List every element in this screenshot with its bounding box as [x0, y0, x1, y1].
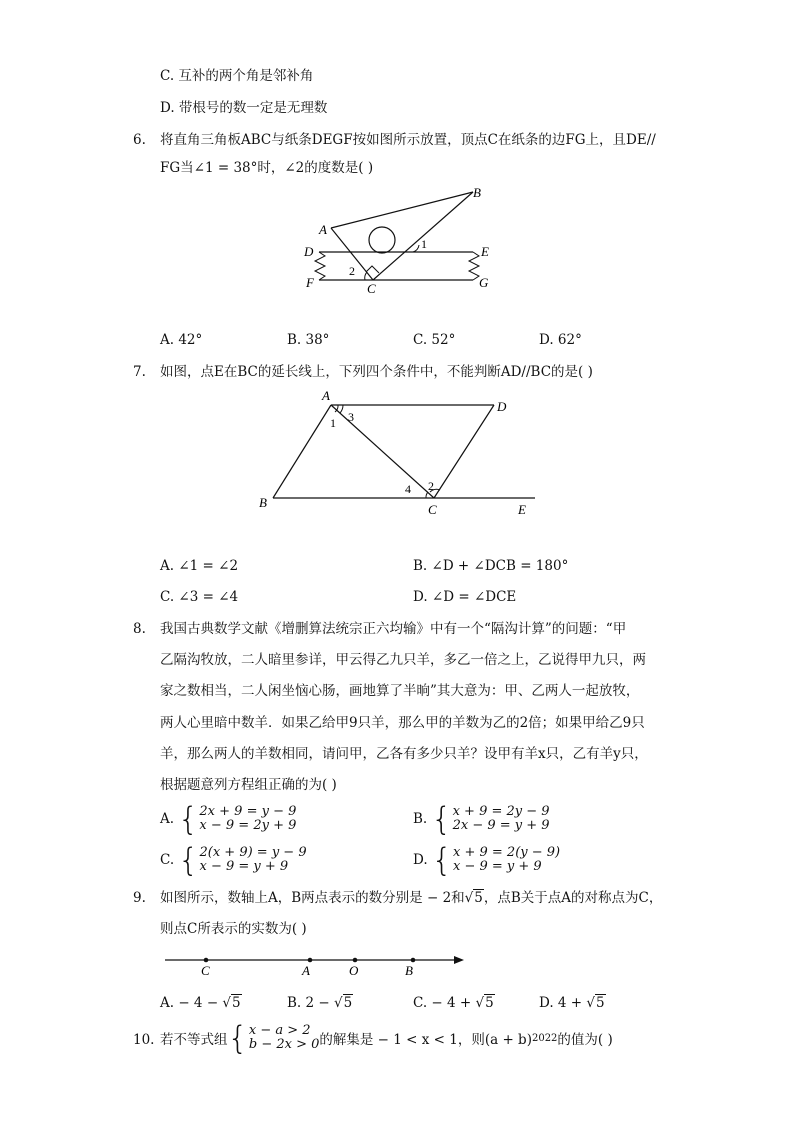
q8-text-line1: 我国古典数学文献《增删算法统宗正六均输》中有一个“隔沟计算”的问题：“甲 [160, 621, 627, 637]
q5-option-d: D. 带根号的数一定是无理数 [160, 100, 328, 116]
q8-option-a-letter: A. [160, 811, 175, 827]
q8-option-d-letter: D. [413, 852, 428, 868]
q9-number: 9. [133, 890, 146, 906]
q9-option-b-pre: B. 2 − [287, 995, 334, 1011]
q9-text-line1 [160, 889, 662, 907]
q8-option-b [413, 800, 550, 838]
q8-text-line3: 家之数相当，二人闲坐恼心肠，画地算了半晌”其大意为：甲、乙两人一起放牧， [160, 683, 640, 699]
q7-label-B: B [259, 495, 267, 510]
q8-number: 8. [133, 621, 146, 637]
q10-row1: x − a > 2 [248, 1023, 311, 1038]
q9-option-d-pre: D. 4 + [539, 995, 587, 1011]
q7-label-E: E [518, 502, 526, 517]
brace-icon: { [178, 841, 199, 879]
q7-label-angle3: 3 [348, 410, 354, 424]
sqrt5: √5 [334, 995, 353, 1011]
q6-label-F: F [306, 275, 314, 290]
q9-option-c-pre: C. − 4 + [413, 995, 476, 1011]
sqrt-radicand: 5 [596, 995, 605, 1011]
q8-text-line2: 乙隔沟牧放，二人暗里参详，甲云得乙九只羊，多乙一倍之上，乙说得甲九只，两 [160, 652, 646, 668]
q10-text-post1: 的解集是 − 1 < x < 1，则(a + b) [319, 1032, 532, 1048]
sqrt-radicand: 5 [232, 995, 241, 1011]
brace-icon: { [227, 1019, 248, 1057]
q8-option-a [160, 800, 297, 838]
q9-text-line1-b: ，点B关于点A的对称点为C， [483, 890, 663, 906]
q6-text-line2: FG当∠1 = 38°时，∠2的度数是( ) [160, 160, 374, 176]
q7-option-c: C. ∠3 = ∠4 [160, 589, 239, 605]
q7-text: 如图，点E在BC的延长线上，下列四个条件中，不能判断AD//BC的是( ) [160, 364, 593, 380]
q8-option-c [160, 841, 307, 879]
q6-label-G: G [479, 275, 489, 290]
q10-text-pre: 若不等式组 [160, 1032, 228, 1048]
q7-figure [250, 386, 550, 521]
q6-option-a: A. 42° [160, 332, 203, 348]
q9-option-d [539, 994, 606, 1012]
q6-text-line1: 将直角三角板ABC与纸条DEGF按如图所示放置，顶点C在纸条的边FG上，且DE// [160, 132, 656, 148]
q8-option-c-row2: x − 9 = y + 9 [199, 859, 289, 874]
q5-option-c: C. 互补的两个角是邻补角 [160, 68, 314, 84]
brace-icon: { [178, 800, 199, 838]
q10-text [160, 1019, 613, 1057]
q9-option-a [160, 994, 242, 1012]
q7-option-b: B. ∠D + ∠DCB = 180° [413, 558, 569, 574]
q7-label-angle2: 2 [428, 479, 434, 493]
q8-option-b-row1: x + 9 = 2y − 9 [452, 804, 550, 819]
q9-label-A: A [302, 963, 310, 978]
q7-label-angle4: 4 [405, 482, 411, 496]
q7-label-D: D [497, 399, 507, 414]
q8-text-line5: 羊，那么两人的羊数相同，请问甲，乙各有多少只羊？设甲有羊x只，乙有羊y只， [160, 746, 648, 762]
sqrt-radicand: 5 [485, 995, 494, 1011]
q9-option-a-pre: A. − 4 − [160, 995, 223, 1011]
q8-option-c-row1: 2(x + 9) = y − 9 [199, 845, 307, 860]
sqrt5: √5 [464, 890, 483, 906]
sqrt5: √5 [586, 995, 605, 1011]
q8-option-d-row1: x + 9 = 2(y − 9) [453, 845, 561, 860]
q7-option-a: A. ∠1 = ∠2 [160, 558, 239, 574]
q8-option-d-row2: x − 9 = y + 9 [453, 859, 542, 874]
q8-option-b-letter: B. [413, 811, 428, 827]
q9-label-C: C [201, 963, 210, 978]
q8-option-b-row2: 2x − 9 = y + 9 [452, 818, 550, 833]
q9-option-c [413, 994, 495, 1012]
q7-label-A: A [322, 388, 330, 403]
q8-option-c-letter: C. [160, 852, 175, 868]
q9-number-line [160, 948, 470, 980]
q6-figure [295, 180, 505, 295]
sqrt-radicand: 5 [474, 890, 483, 906]
q6-label-angle1: 1 [421, 237, 427, 251]
q6-option-d: D. 62° [539, 332, 582, 348]
q6-label-angle2: 2 [349, 264, 355, 278]
q6-label-A: A [319, 222, 327, 237]
sqrt5: √5 [222, 995, 241, 1011]
q6-label-E: E [481, 244, 489, 259]
q6-label-C: C [367, 281, 376, 295]
brace-icon: { [431, 841, 452, 879]
q6-label-B: B [473, 185, 481, 200]
q10-number: 10. [133, 1032, 155, 1048]
q9-text-line1-a: 如图所示，数轴上A，B两点表示的数分别是 − 2和 [160, 890, 465, 906]
brace-icon: { [431, 800, 452, 838]
q10-row2: b − 2x > 0 [248, 1037, 320, 1052]
q8-option-a-row2: x − 9 = 2y + 9 [199, 818, 297, 833]
q6-option-c: C. 52° [413, 332, 456, 348]
q8-option-d [413, 841, 561, 879]
q9-label-B: B [405, 963, 413, 978]
q7-label-angle1: 1 [330, 416, 336, 430]
q9-label-O: O [349, 963, 359, 978]
q6-number: 6. [133, 132, 146, 148]
q8-text-line6: 根据题意列方程组正确的为( ) [160, 777, 337, 793]
q10-text-post2: 的值为( ) [557, 1032, 613, 1048]
q8-option-a-row1: 2x + 9 = y − 9 [199, 804, 297, 819]
q9-text-line2: 则点C所表示的实数为( ) [160, 921, 307, 937]
q7-label-C: C [428, 502, 437, 517]
q8-text-line4: 两人心里暗中数羊．如果乙给甲9只羊，那么甲的羊数为乙的2倍；如果甲给乙9只 [160, 715, 645, 731]
q10-exponent: 2022 [531, 1032, 558, 1044]
q6-option-b: B. 38° [287, 332, 330, 348]
q7-option-d: D. ∠D = ∠DCE [413, 589, 517, 605]
q6-label-D: D [304, 244, 314, 259]
sqrt-radicand: 5 [343, 995, 353, 1011]
sqrt5: √5 [475, 995, 494, 1011]
q7-number: 7. [133, 364, 146, 380]
q9-option-b [287, 994, 353, 1012]
